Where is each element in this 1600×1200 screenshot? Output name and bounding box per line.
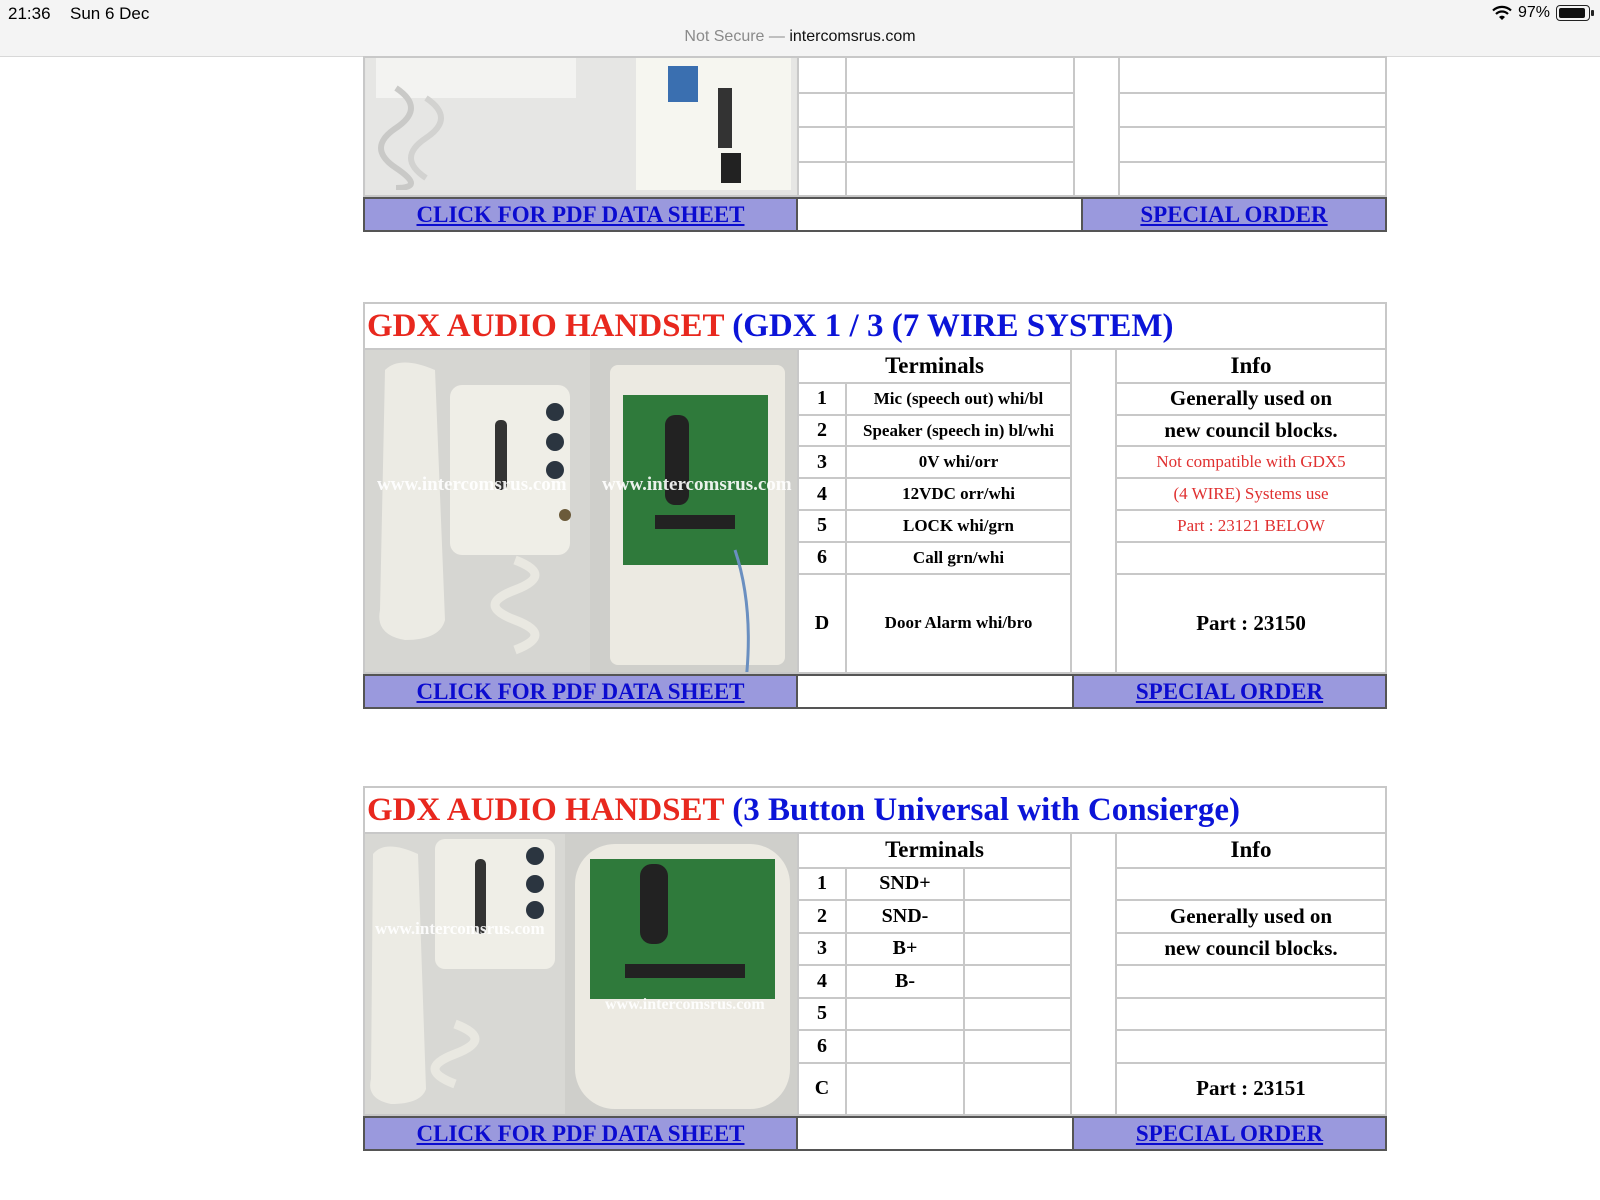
- compat-note: Not compatible with GDX5: [1116, 446, 1386, 478]
- product-photo: [364, 349, 798, 673]
- special-order-link[interactable]: SPECIAL ORDER: [1135, 678, 1324, 704]
- product-block-3-button-universal: [363, 786, 1385, 1151]
- part-number: Part : 23150: [1116, 574, 1386, 673]
- info-line: [1116, 1030, 1386, 1062]
- footer-empty-cell: [797, 1117, 1073, 1150]
- terminal-desc: Mic (speech out) whi/bl: [846, 383, 1071, 415]
- wifi-icon: [1492, 5, 1512, 21]
- terminal-desc: Door Alarm whi/bro: [846, 574, 1071, 673]
- product-photo: [364, 833, 798, 1115]
- product-footer: [363, 1116, 1387, 1151]
- terminal-number: D: [798, 574, 846, 673]
- security-label: Not Secure —: [684, 28, 790, 45]
- terminal-number: 2: [798, 415, 846, 447]
- footer-empty-cell: [797, 198, 1082, 231]
- product-footer: [363, 674, 1387, 709]
- info-line: Generally used on: [1116, 900, 1386, 932]
- order-cell: [1073, 675, 1386, 708]
- terminal-desc: Call grn/whi: [846, 542, 1071, 574]
- title-red: GDX AUDIO HANDSET: [367, 791, 724, 828]
- terminal-number: 6: [798, 1030, 846, 1062]
- watermark-right: www.intercomsrus.com: [602, 474, 792, 495]
- special-order-link[interactable]: SPECIAL ORDER: [1140, 201, 1328, 227]
- terminal-number: C: [798, 1063, 846, 1116]
- terminal-desc: LOCK whi/grn: [846, 510, 1071, 542]
- compat-note: Part : 23121 BELOW: [1116, 510, 1386, 542]
- info-line: new council blocks.: [1116, 415, 1386, 447]
- terminal-desc: Speaker (speech in) bl/whi: [846, 415, 1071, 447]
- watermark-right: www.intercomsrus.com: [605, 996, 765, 1013]
- info-line: [1116, 965, 1386, 997]
- product-title: [364, 787, 1386, 833]
- product-footer: [363, 197, 1387, 232]
- terminal-desc: [846, 998, 964, 1030]
- terminal-number: 4: [798, 478, 846, 510]
- date: Sun 6 Dec: [70, 4, 150, 23]
- terminals-header: Terminals: [798, 833, 1071, 868]
- terminal-number: 6: [798, 542, 846, 574]
- info-header: Info: [1116, 833, 1386, 868]
- special-order-link[interactable]: SPECIAL ORDER: [1135, 1120, 1324, 1146]
- terminal-number: 3: [798, 933, 846, 965]
- info-line: [1116, 542, 1386, 574]
- pdf-data-sheet-link[interactable]: CLICK FOR PDF DATA SHEET: [416, 1120, 745, 1146]
- title-blue: (GDX 1 / 3 (7 WIRE SYSTEM): [732, 307, 1174, 344]
- pdf-cell: [364, 675, 797, 708]
- url-host: intercomsrus.com: [789, 28, 916, 45]
- info-line: [1116, 868, 1386, 900]
- terminal-desc: [846, 1063, 964, 1116]
- pdf-cell: [364, 198, 797, 231]
- watermark-left: www.intercomsrus.com: [375, 919, 545, 938]
- info-line: new council blocks.: [1116, 933, 1386, 965]
- battery-icon: [1556, 5, 1590, 21]
- footer-empty-cell: [797, 675, 1073, 708]
- terminal-number: 5: [798, 510, 846, 542]
- terminal-number: 4: [798, 965, 846, 997]
- terminal-number: 5: [798, 998, 846, 1030]
- terminal-number: 2: [798, 900, 846, 932]
- part-number: Part : 23151: [1116, 1063, 1386, 1116]
- address-bar[interactable]: [0, 28, 1600, 46]
- watermark-left: www.intercomsrus.com: [377, 474, 567, 495]
- info-line: Generally used on: [1116, 383, 1386, 415]
- terminal-desc: SND+: [846, 868, 964, 900]
- pdf-data-sheet-link[interactable]: CLICK FOR PDF DATA SHEET: [416, 201, 745, 227]
- terminal-desc: B-: [846, 965, 964, 997]
- terminal-number: 1: [798, 868, 846, 900]
- product-block-previous: [363, 56, 1385, 232]
- terminal-number: 3: [798, 446, 846, 478]
- terminal-number: 1: [798, 383, 846, 415]
- pdf-cell: [364, 1117, 797, 1150]
- pdf-data-sheet-link[interactable]: CLICK FOR PDF DATA SHEET: [416, 678, 745, 704]
- status-bar: [0, 0, 1600, 57]
- compat-note: (4 WIRE) Systems use: [1116, 478, 1386, 510]
- order-cell: [1082, 198, 1386, 231]
- terminal-desc: 0V whi/orr: [846, 446, 1071, 478]
- battery-percent: 97%: [1517, 4, 1550, 21]
- terminal-desc: 12VDC orr/whi: [846, 478, 1071, 510]
- title-red: GDX AUDIO HANDSET: [367, 307, 724, 344]
- spacer-cell: [1071, 833, 1116, 1115]
- terminal-desc: [846, 1030, 964, 1062]
- clock: 21:36: [8, 4, 51, 23]
- product-photo: [364, 57, 798, 196]
- terminals-header: Terminals: [798, 349, 1071, 383]
- terminal-desc: SND-: [846, 900, 964, 932]
- title-blue: (3 Button Universal with Consierge): [732, 791, 1241, 828]
- product-title: [364, 303, 1386, 349]
- terminal-desc: B+: [846, 933, 964, 965]
- info-line: [1116, 998, 1386, 1030]
- order-cell: [1073, 1117, 1386, 1150]
- product-block-gdx-7-wire: [363, 302, 1385, 709]
- spacer-cell: [1071, 349, 1116, 673]
- info-header: Info: [1116, 349, 1386, 383]
